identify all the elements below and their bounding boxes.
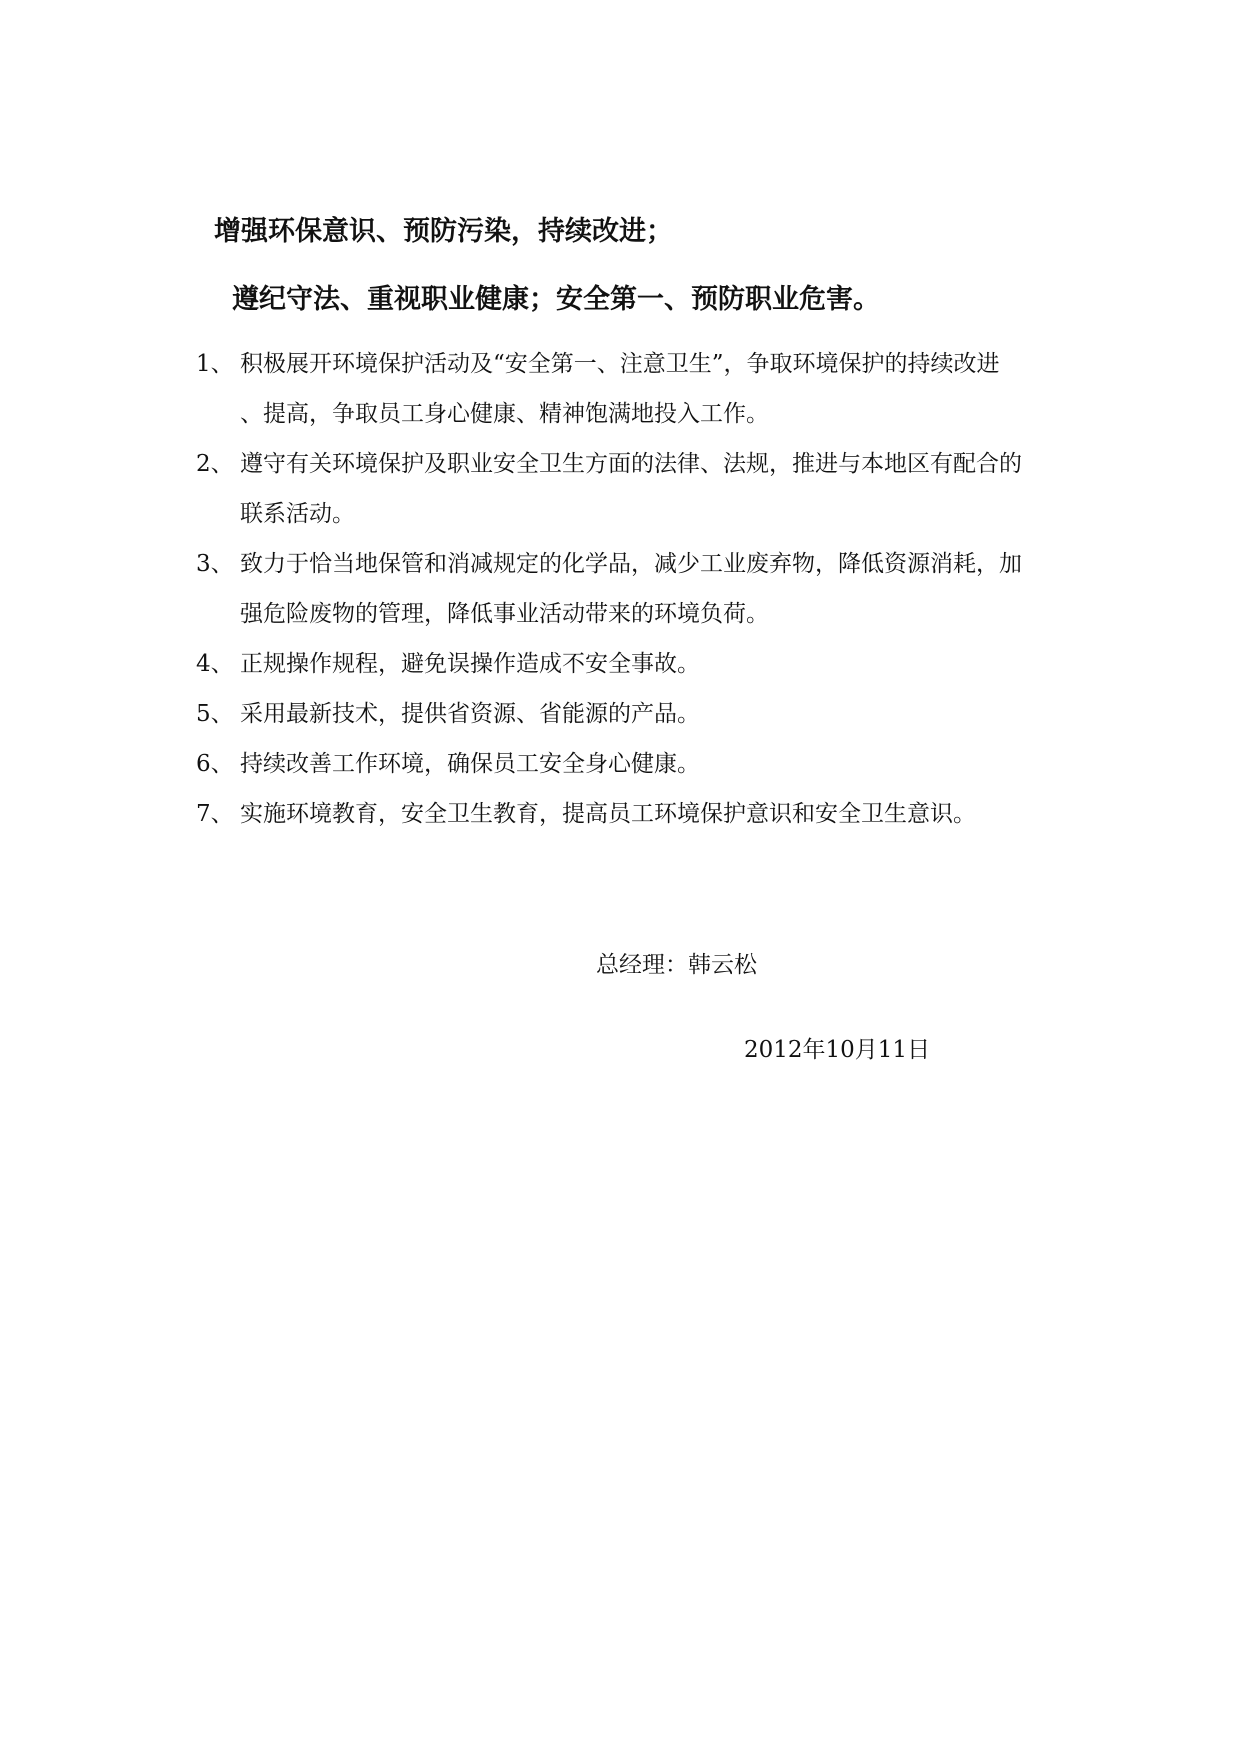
list-item-text xyxy=(240,689,1096,739)
list-item-number: 2、 xyxy=(196,451,234,477)
list-item-number: 1、 xyxy=(196,351,234,377)
list-item-number: 4、 xyxy=(196,651,234,677)
list-item-line: 致力于恰当地保管和消减规定的化学品，减少工业废弃物，降低资源消耗，加 xyxy=(240,551,1022,577)
list-item xyxy=(196,739,1096,789)
document-date: 2012年10月11日 xyxy=(744,1037,931,1063)
list-item-text xyxy=(240,539,1096,639)
list-item-line: 采用最新技术，提供省资源、省能源的产品。 xyxy=(240,701,700,727)
signature-general-manager: 总经理：韩云松 xyxy=(596,952,757,978)
list-item-text xyxy=(240,789,1096,839)
list-item-number: 5、 xyxy=(196,701,234,727)
list-item-line: 强危险废物的管理，降低事业活动带来的环境负荷。 xyxy=(240,601,769,627)
list-item xyxy=(196,539,1096,639)
list-item-line: 、提高，争取员工身心健康、精神饱满地投入工作。 xyxy=(240,401,769,427)
list-item-number: 6、 xyxy=(196,751,234,777)
list-item-line: 正规操作规程，避免误操作造成不安全事故。 xyxy=(240,651,700,677)
policy-heading-safety: 遵纪守法、重视职业健康；安全第一、预防职业危害。 xyxy=(232,284,880,315)
list-item xyxy=(196,689,1096,739)
list-item xyxy=(196,639,1096,689)
list-item-number: 7、 xyxy=(196,801,234,827)
list-item xyxy=(196,789,1096,839)
list-item-line: 积极展开环境保护活动及“安全第一、注意卫生”，争取环境保护的持续改进 xyxy=(240,351,1000,377)
list-item-text xyxy=(240,739,1096,789)
policy-heading-environment: 增强环保意识、预防污染，持续改进； xyxy=(214,216,673,247)
list-item-line: 遵守有关环境保护及职业安全卫生方面的法律、法规，推进与本地区有配合的 xyxy=(240,451,1022,477)
list-item-text xyxy=(240,339,1096,439)
list-item-text xyxy=(240,439,1096,539)
list-item-number: 3、 xyxy=(196,551,234,577)
list-item xyxy=(196,439,1096,539)
list-item-line: 实施环境教育，安全卫生教育，提高员工环境保护意识和安全卫生意识。 xyxy=(240,801,976,827)
list-item-line: 联系活动。 xyxy=(240,501,355,527)
policy-list xyxy=(196,339,1096,839)
list-item-line: 持续改善工作环境，确保员工安全身心健康。 xyxy=(240,751,700,777)
list-item-text xyxy=(240,639,1096,689)
list-item xyxy=(196,339,1096,439)
